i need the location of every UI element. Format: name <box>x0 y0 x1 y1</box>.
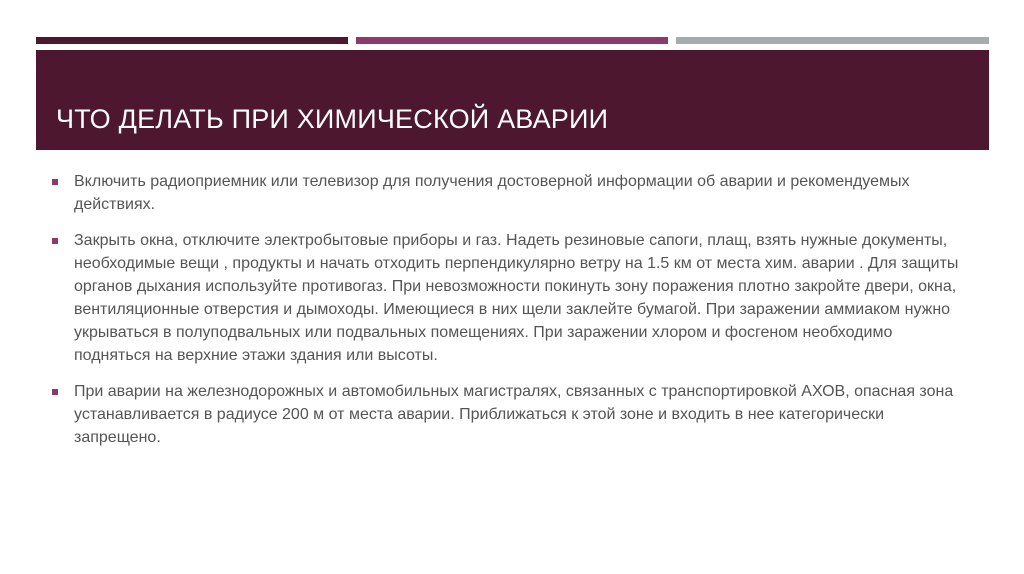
accent-bar-gray <box>676 37 989 44</box>
square-bullet-icon <box>52 389 58 395</box>
slide-title: ЧТО ДЕЛАТЬ ПРИ ХИМИЧЕСКОЙ АВАРИИ <box>56 104 609 134</box>
accent-bar-dark <box>36 37 348 44</box>
bullet-text: Включить радиоприемник или телевизор для получения достоверной информации об аварии и рекомендуемых действиях. <box>74 173 910 213</box>
bullet-list <box>52 170 972 462</box>
top-accent-bars <box>36 37 989 44</box>
bullet-text: При аварии на железнодорожных и автомобильных магистралях, связанных с транспортировкой АХОВ, опасная зона устанавливается в радиусе 200 м от места аварии. Приближаться к этой зоне и входить в нее категорически запрещено. <box>74 383 954 446</box>
square-bullet-icon <box>52 179 58 185</box>
list-item <box>52 229 972 367</box>
list-item <box>52 170 972 216</box>
list-item <box>52 380 972 449</box>
square-bullet-icon <box>52 238 58 244</box>
title-band <box>36 50 989 150</box>
accent-bar-magenta <box>356 37 668 44</box>
bullet-text: Закрыть окна, отключите электробытовые приборы и газ. Надеть резиновые сапоги, плащ, взять нужные документы, необходимые вещи , продукты и начать отходить перпендикулярно ветру на 1.5 км от места хим. аварии . Для защиты органов дыхания используйте противогаз. При невозможности покинуть зону поражения плотно закройте двери, окна, вентиляционные отверстия и дымоходы. Имеющиеся в них щели заклейте бумагой. При заражении аммиаком нужно укрываться в полуподвальных или подвальных помещениях. При заражении хлором и фосгеном необходимо подняться на верхние этажи здания или высоты. <box>74 232 959 364</box>
